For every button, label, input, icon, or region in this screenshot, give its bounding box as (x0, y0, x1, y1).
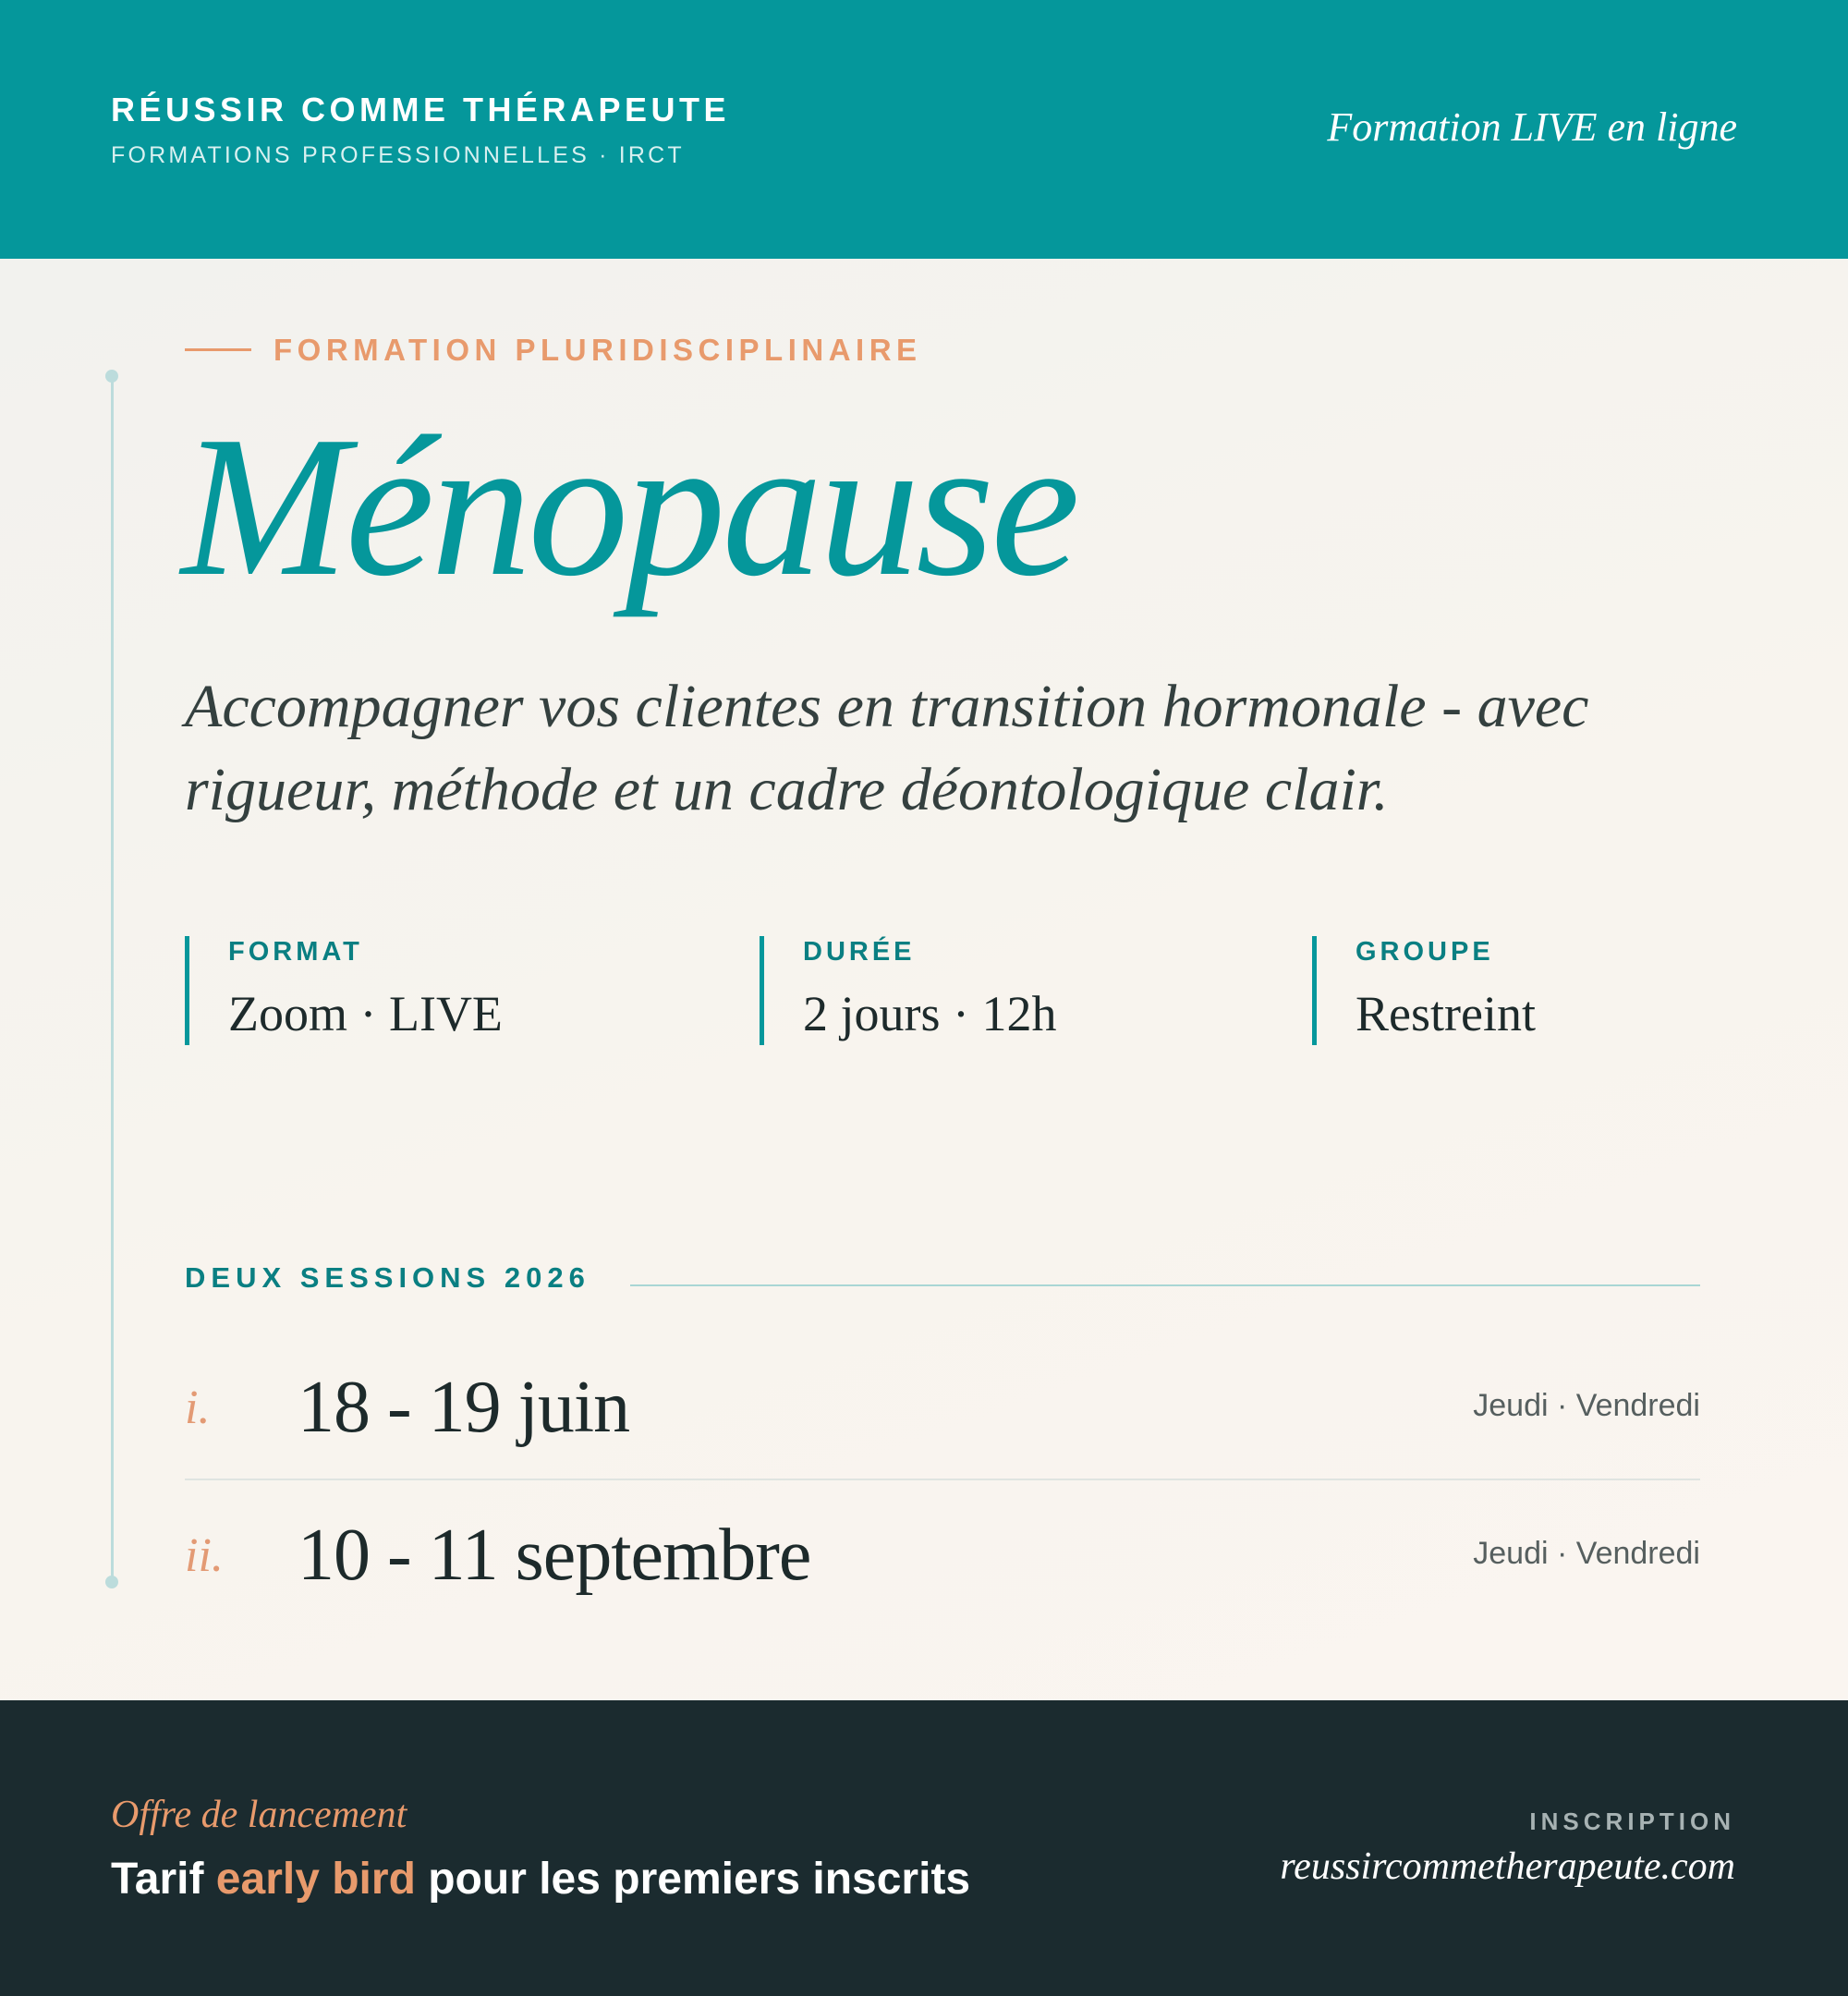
fact-label: GROUPE (1356, 937, 1494, 967)
fact-groupe (1312, 936, 1536, 1045)
fact-duree (760, 936, 1056, 1045)
session-item (185, 1497, 1700, 1617)
tarif-accent: early bird (215, 1855, 416, 1904)
session-number: i. (185, 1381, 211, 1434)
brand-subtitle: FORMATIONS PROFESSIONNELLES · IRCT (111, 142, 685, 168)
timeline-dot-top (105, 370, 118, 383)
header-banner (0, 0, 1848, 259)
eyebrow-label: FORMATION PLURIDISCIPLINAIRE (274, 333, 922, 367)
page-subtitle: Accompagner vos clientes en transition hormonale - avec rigueur, méthode et un cadre déontologique clair. (185, 673, 1589, 823)
fact-label: FORMAT (228, 937, 363, 967)
session-divider (185, 1479, 1700, 1480)
session-dates: 10 - 11 septembre (298, 1515, 811, 1596)
inscription-link[interactable]: reussircommetherapeute.com (1280, 1845, 1735, 1888)
sessions-divider (630, 1284, 1700, 1286)
eyebrow-dash (185, 348, 251, 351)
fact-value: Zoom · LIVE (228, 986, 503, 1041)
page-title: Ménopause (181, 396, 1076, 618)
session-dates: 18 - 19 juin (298, 1367, 630, 1448)
sessions-heading: DEUX SESSIONS 2026 (185, 1261, 590, 1294)
header-tagline: Formation LIVE en ligne (1327, 104, 1737, 150)
tarif-prefix: Tarif (111, 1855, 216, 1904)
timeline-dot-bottom (105, 1576, 118, 1588)
facts-row (0, 936, 1848, 1047)
inscription-label: INSCRIPTION (1529, 1807, 1735, 1835)
session-days: Jeudi · Vendredi (1473, 1388, 1700, 1423)
brand-title: RÉUSSIR COMME THÉRAPEUTE (111, 91, 731, 128)
tarif-text (111, 1854, 970, 1905)
session-number: ii. (185, 1529, 224, 1582)
fact-value: 2 jours · 12h (803, 986, 1057, 1041)
session-days: Jeudi · Vendredi (1473, 1536, 1700, 1571)
fact-format (185, 936, 503, 1045)
fact-value: Restreint (1356, 986, 1536, 1041)
session-item (185, 1349, 1700, 1469)
offer-label: Offre de lancement (111, 1794, 407, 1836)
fact-label: DURÉE (803, 937, 916, 967)
tarif-suffix: pour les premiers inscrits (415, 1855, 971, 1904)
